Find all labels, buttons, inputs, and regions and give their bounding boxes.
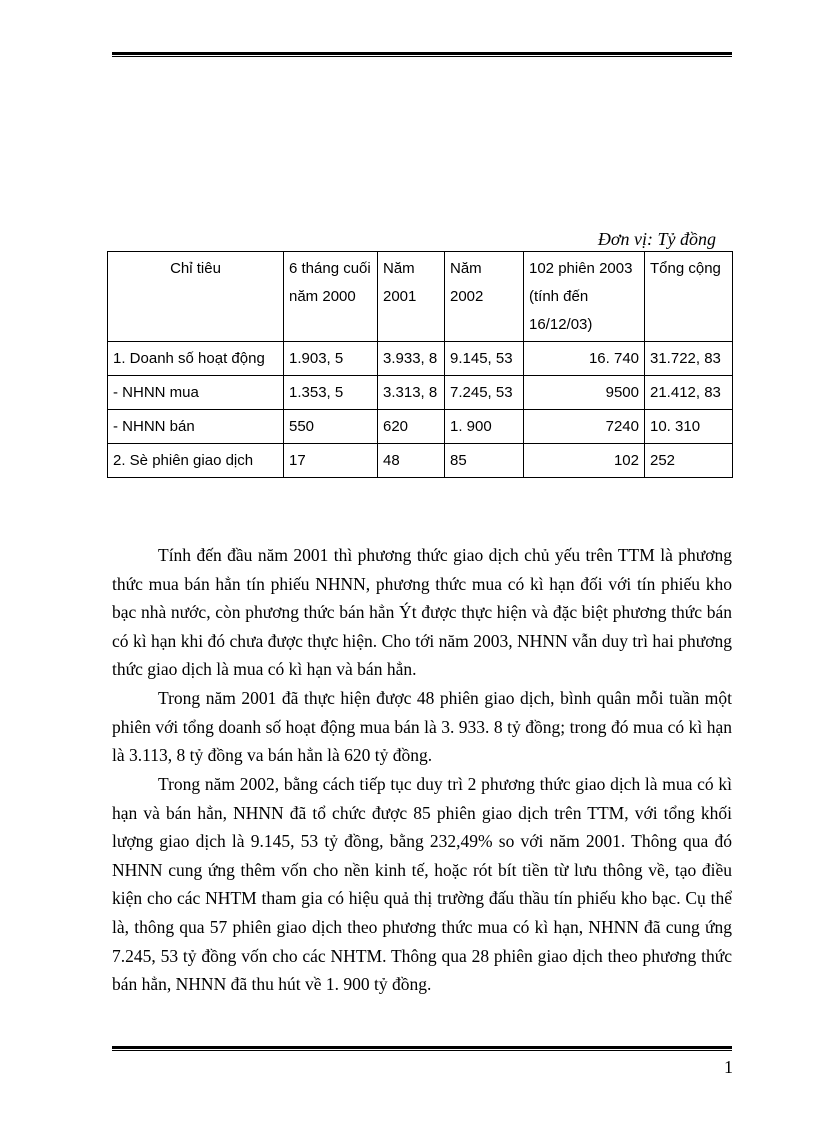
table-cell: 102 xyxy=(524,444,645,478)
table-cell: 7240 xyxy=(524,410,645,444)
table-cell: 17 xyxy=(284,444,378,478)
table-cell: 85 xyxy=(445,444,524,478)
table-row xyxy=(108,444,733,478)
table-cell: 3.933, 8 xyxy=(378,342,445,376)
table-cell: 550 xyxy=(284,410,378,444)
header-rule xyxy=(112,52,732,57)
header-cell: Năm 2001 xyxy=(378,252,445,342)
table-cell: 9.145, 53 xyxy=(445,342,524,376)
unit-label: Đơn vị: Tỷ đồng xyxy=(597,229,716,249)
table-cell: 9500 xyxy=(524,376,645,410)
statistics-table xyxy=(107,251,733,478)
footer-rule xyxy=(112,1046,732,1051)
table-cell: 10. 310 xyxy=(645,410,733,444)
table-cell: 3.313, 8 xyxy=(378,376,445,410)
header-cell: 102 phiên 2003 (tính đến 16/12/03) xyxy=(524,252,645,342)
header-cell: Tổng cộng xyxy=(645,252,733,342)
table-header-row xyxy=(108,252,733,342)
table-cell: 1. Doanh số hoạt động xyxy=(108,342,284,376)
header-cell: Năm 2002 xyxy=(445,252,524,342)
page-number: 1 xyxy=(724,1057,733,1077)
table-row xyxy=(108,342,733,376)
table-cell: - NHNN mua xyxy=(108,376,284,410)
table-row xyxy=(108,410,733,444)
table-cell: 16. 740 xyxy=(524,342,645,376)
header-cell: Chỉ tiêu xyxy=(108,252,284,342)
table-cell: 252 xyxy=(645,444,733,478)
table-cell: 1.903, 5 xyxy=(284,342,378,376)
table-cell: - NHNN bán xyxy=(108,410,284,444)
table-row xyxy=(108,376,733,410)
paragraph-1: Tính đến đầu năm 2001 thì phương thức giao dịch chủ yếu trên TTM là phương thức mua bán hẳn tín phiếu NHNN, phương thức mua có kì hạn đối với tín phiếu kho bạc nhà nước, còn phương thức bán hẳn Ýt được thực hiện và đặc biệt phương thức bán có kì hạn khi đó chưa được thực hiện. Cho tới năm 2003, NHNN vẫn duy trì hai phương thức giao dịch là mua có kì hạn và bán hẳn. xyxy=(112,545,732,680)
table-cell: 21.412, 83 xyxy=(645,376,733,410)
table-cell: 31.722, 83 xyxy=(645,342,733,376)
paragraph-2: Trong năm 2001 đã thực hiện được 48 phiên giao dịch, bình quân mỗi tuần một phiên với tổng doanh số hoạt động mua bán là 3. 933. 8 tỷ đồng; trong đó mua có kì hạn là 3.113, 8 tỷ đồng va bán hẳn là 620 tỷ đồng. xyxy=(112,688,732,766)
paragraph-3: Trong năm 2002, bằng cách tiếp tục duy trì 2 phương thức giao dịch là mua có kì hạn và bán hẳn, NHNN đã tổ chức được 85 phiên giao dịch trên TTM, với tổng khối lượng giao dịch là 9.145, 53 tỷ đồng, bằng 232,49% so với năm 2001. Thông qua đó NHNN cung ứng thêm vốn cho nền kinh tế, hoặc rót bít tiền từ lưu thông về, tạo điều kiện cho các NHTM tham gia có hiệu quả thị trường đấu thầu tín phiếu kho bạc. Cụ thể là, thông qua 57 phiên giao dịch theo phương thức mua có kì hạn, NHNN đã cung ứng 7.245, 53 tỷ đồng vốn cho các NHTM. Thông qua 28 phiên giao dịch theo phương thức bán hẳn, NHNN đã thu hút về 1. 900 tỷ đồng. xyxy=(112,774,732,995)
header-cell: 6 tháng cuối năm 2000 xyxy=(284,252,378,342)
table-cell: 48 xyxy=(378,444,445,478)
table-cell: 620 xyxy=(378,410,445,444)
table-cell: 7.245, 53 xyxy=(445,376,524,410)
table-cell: 2. Sè phiên giao dịch xyxy=(108,444,284,478)
table-cell: 1. 900 xyxy=(445,410,524,444)
table-cell: 1.353, 5 xyxy=(284,376,378,410)
